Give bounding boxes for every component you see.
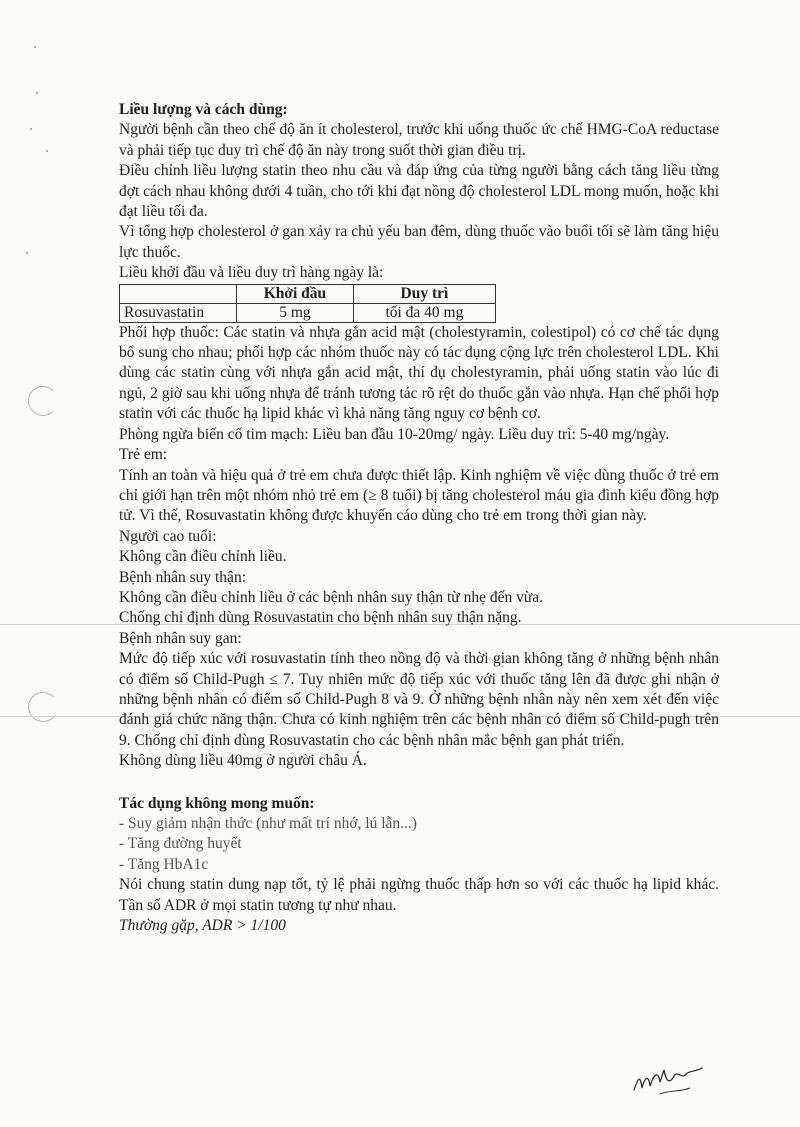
renal-label: Bệnh nhân suy thận: — [119, 568, 246, 586]
table-header-start: Khởi đầu — [237, 284, 354, 303]
table-header-maintain: Duy trì — [353, 284, 495, 303]
renal-paragraph-2: Chống chỉ định dùng Rosuvastatin cho bệnh nhân suy thận nặng. — [119, 609, 522, 627]
common-frequency-label: Thường gặp, ADR > 1/100 — [119, 917, 286, 935]
dosage-paragraph-1: Người bệnh cần theo chế độ ăn ít cholesterol, trước khi uống thuốc ức chế HMG-CoA reductase và phải tiếp tục duy trì chế độ ăn này trong suốt thời gian điều trị. — [119, 121, 719, 159]
scan-speck — [30, 128, 32, 130]
scan-speck — [34, 46, 36, 48]
combination-paragraph: Phối hợp thuốc: Các statin và nhựa gắn acid mật (cholestyramin, colestipol) có cơ chế tác dụng bổ sung cho nhau; phối hợp các nhóm thuốc này có tác dụng cộng lực trên cholesterol LDL. Khi dùng các statin cùng với nhựa gắn acid mật, thí dụ cholestyramin, phải uống statin vào lúc đi ngủ, 2 giờ sau khi uống nhựa để tránh tương tác rõ rệt do thuốc gắn vào nhựa. Hạn chế phối hợp statin với các thuốc hạ lipid khác vì khả năng tăng nguy cơ bệnh cơ. — [119, 323, 719, 423]
document-body — [119, 100, 719, 936]
dosage-paragraph-3: Vì tổng hợp cholesterol ở gan xảy ra chủ yếu ban đêm, dùng thuốc vào buổi tối sẽ làm tăng hiệu lực thuốc. — [119, 223, 719, 261]
dosage-heading: Liều lượng và cách dùng: — [119, 101, 288, 118]
hepatic-label: Bệnh nhân suy gan: — [119, 629, 242, 647]
adverse-list-item: - Tăng đường huyết — [119, 835, 242, 853]
punch-hole-top — [28, 386, 58, 416]
scan-speck — [36, 92, 38, 94]
table-row — [120, 303, 496, 322]
scan-speck — [26, 252, 28, 254]
elderly-paragraph: Không cần điều chỉnh liều. — [119, 548, 287, 566]
dosage-paragraph-2: Điều chỉnh liều lượng statin theo nhu cầu và đáp ứng của từng người bằng cách tăng liều từng đợt cách nhau không dưới 4 tuần, cho tới khi đạt nồng độ cholesterol LDL mong muốn, hoặc khi đạt liều tối đa. — [119, 162, 719, 221]
table-cell-drug: Rosuvastatin — [120, 303, 237, 322]
prevention-paragraph: Phòng ngừa biến cố tim mạch: Liều ban đầu 10-20mg/ ngày. Liều duy trì: 5-40 mg/ngày. — [119, 425, 670, 443]
renal-paragraph-1: Không cần điều chỉnh liều ở các bệnh nhân suy thận từ nhẹ đến vừa. — [119, 588, 544, 606]
children-paragraph: Tính an toàn và hiệu quả ở trẻ em chưa được thiết lập. Kinh nghiệm về việc dùng thuốc ở trẻ em chỉ giới hạn trên một nhóm nhỏ trẻ em (≥ 8 tuổi) bị tăng cholesterol máu gia đình kiểu đồng hợp tử. Vì thế, Rosuvastatin không được khuyến cáo dùng cho trẻ em trong thời gian này. — [119, 466, 719, 525]
adverse-paragraph: Nói chung statin dung nạp tốt, tỷ lệ phải ngừng thuốc thấp hơn so với các thuốc hạ lipid khác. Tần số ADR ở mọi statin tương tự như nhau. — [119, 876, 719, 914]
handwritten-signature — [630, 1060, 710, 1100]
scan-speck — [46, 150, 48, 152]
adverse-list-item: - Suy giảm nhận thức (như mất trí nhớ, lú lẫn...) — [119, 815, 417, 832]
hepatic-paragraph: Mức độ tiếp xúc với rosuvastatin tính theo nồng độ và thời gian không tăng ở những bệnh nhân có điểm số Child-Pugh ≤ 7. Tuy nhiên mức độ tiếp xúc với thuốc tăng lên đã được ghi nhận ở những bệnh nhân có điểm số Child-Pugh 8 và 9. Ở những bệnh nhân này nên xem xét đến việc đánh giá chức năng thận. Chưa có kinh nghiệm trên các bệnh nhân có điểm số Child-pugh trên 9. Chống chỉ định dùng Rosuvastatin cho các bệnh nhân mắc bệnh gan phát triển. — [119, 650, 719, 749]
table-intro: Liều khởi đầu và liều duy trì hàng ngày là: — [119, 264, 384, 282]
elderly-label: Người cao tuổi: — [119, 527, 217, 545]
adverse-list-item: - Tăng HbA1c — [119, 855, 209, 873]
punch-hole-bottom — [28, 692, 58, 722]
asian-dose-note: Không dùng liều 40mg ở người châu Á. — [119, 752, 367, 770]
children-label: Trẻ em: — [119, 446, 168, 464]
adverse-heading: Tác dụng không mong muốn: — [119, 794, 315, 812]
dose-table — [119, 284, 496, 323]
table-cell-start-dose: 5 mg — [237, 303, 354, 322]
table-header-row — [120, 284, 496, 303]
table-cell-maintain-dose: tối đa 40 mg — [353, 303, 495, 322]
table-header-blank — [120, 284, 237, 303]
